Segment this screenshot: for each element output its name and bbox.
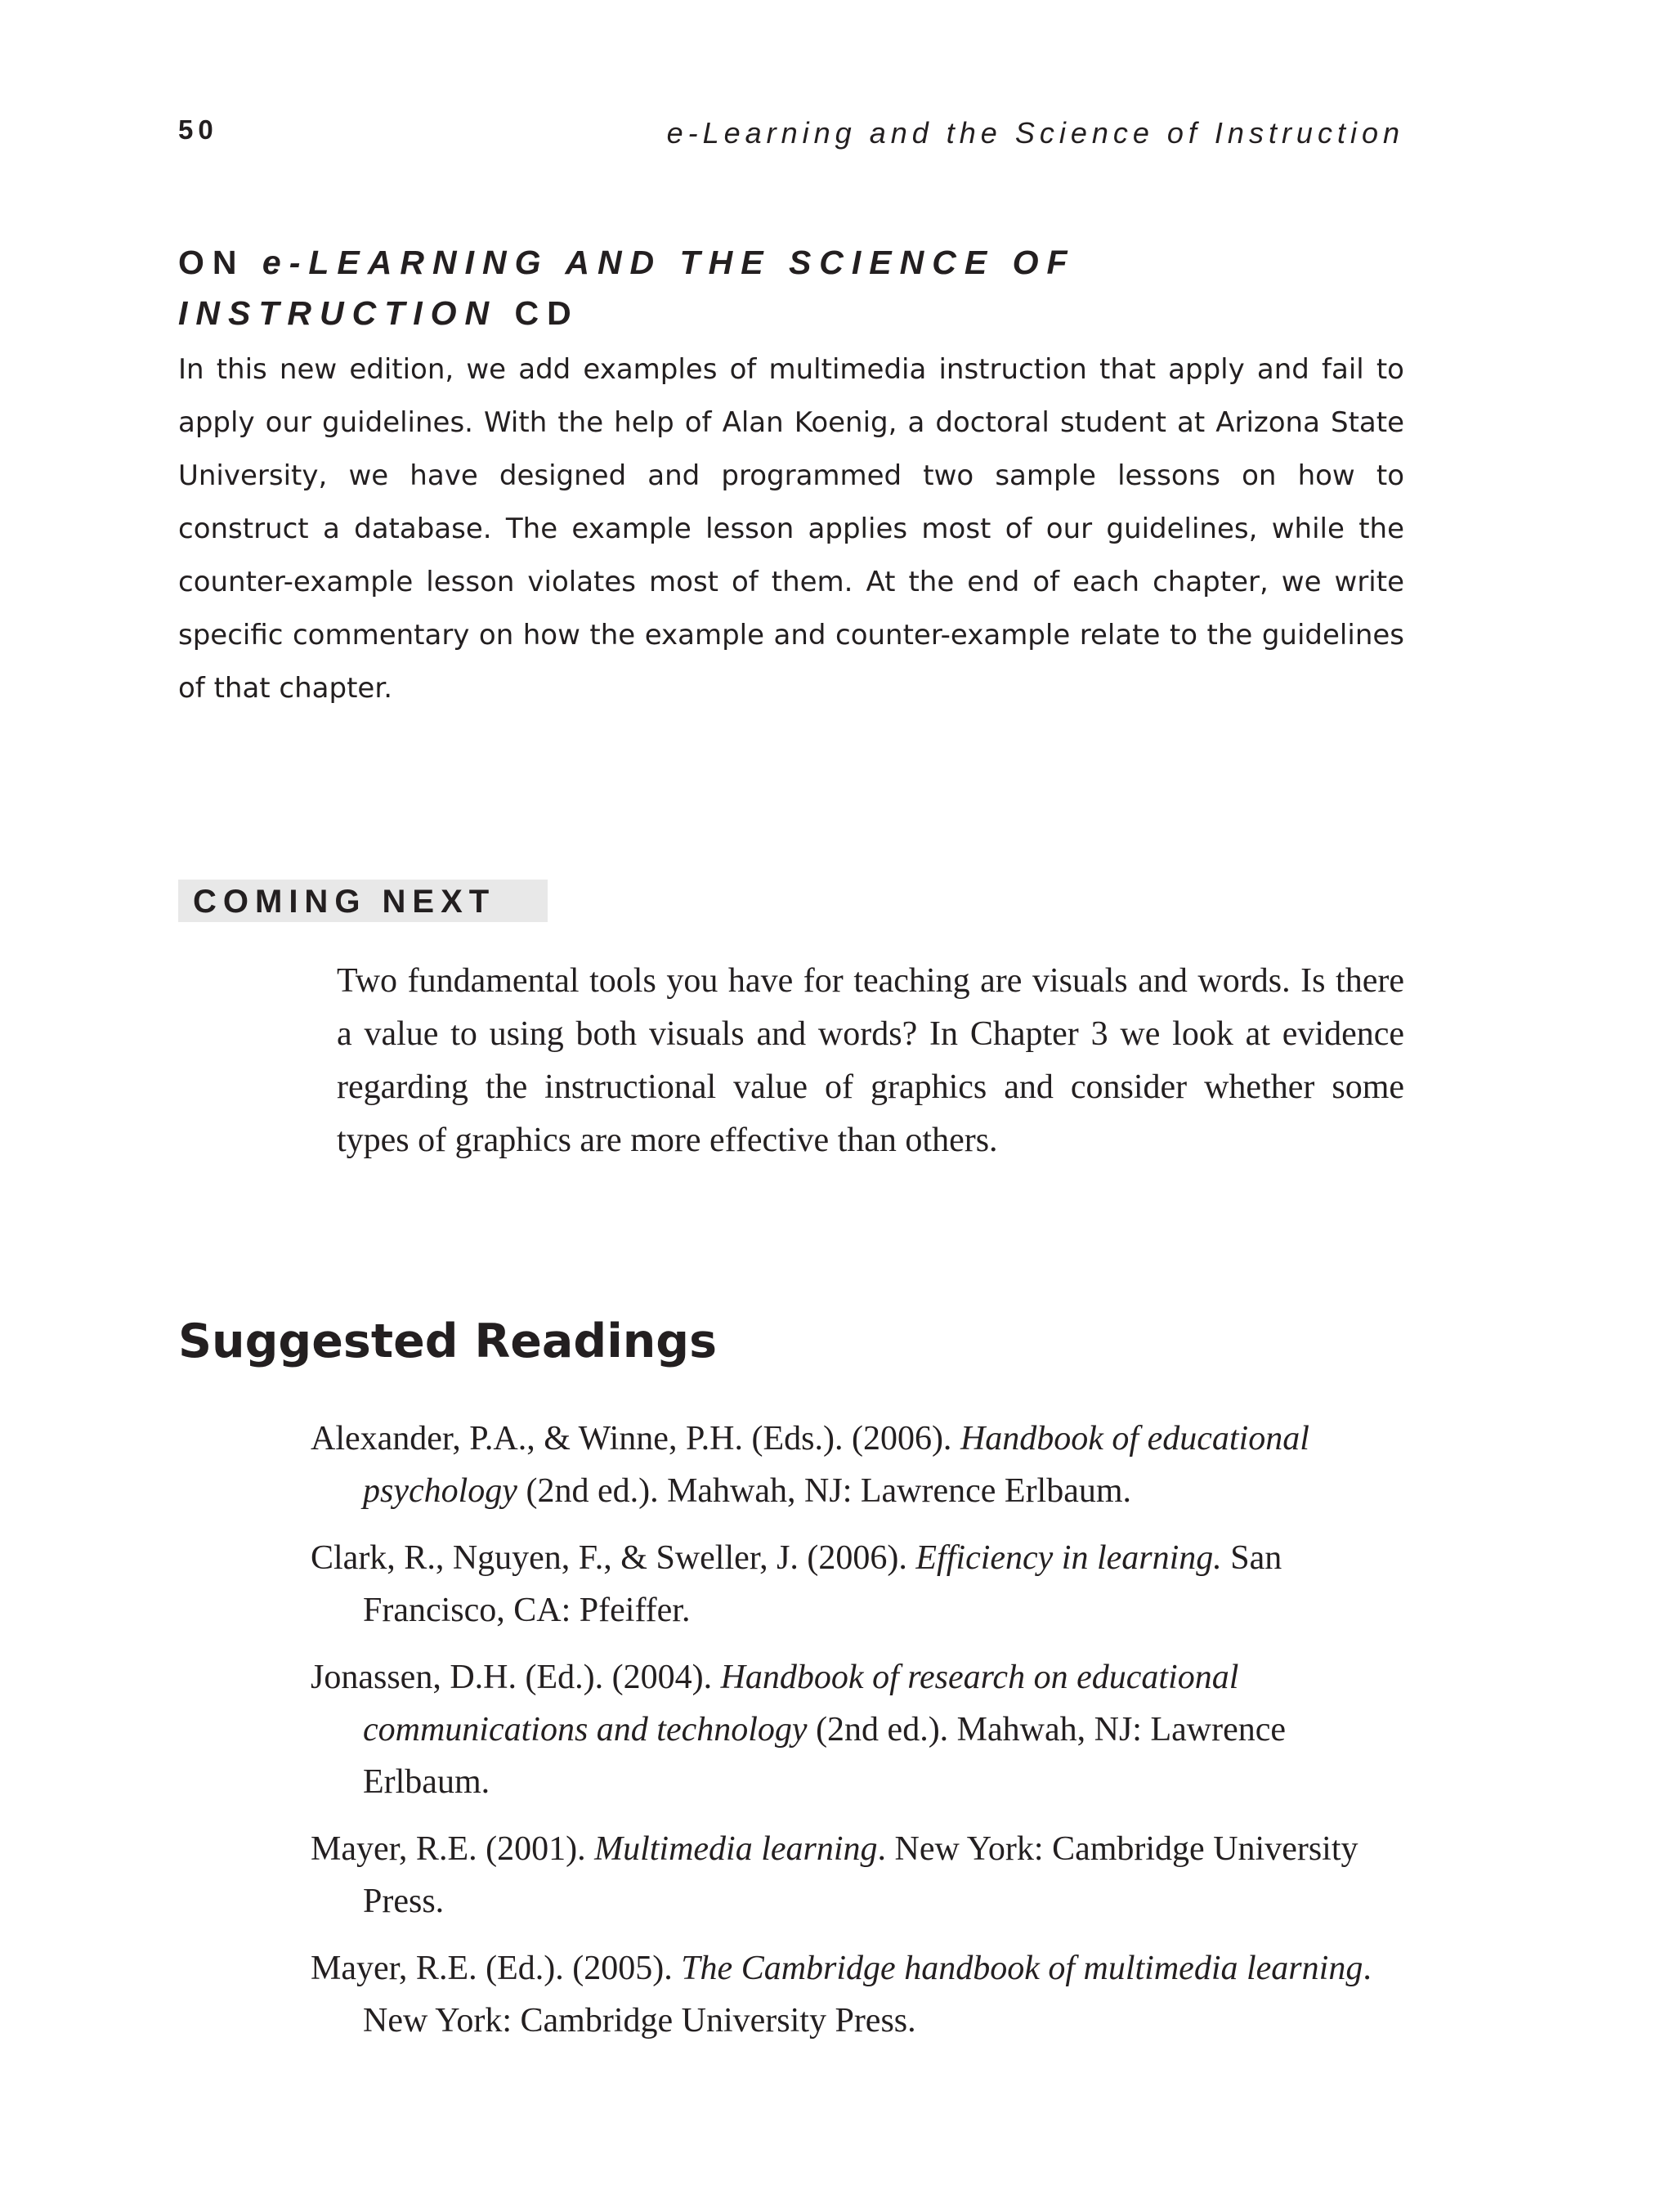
cd-heading-prefix: ON: [178, 244, 262, 281]
reading-authors: Alexander, P.A., & Winne, P.H. (Eds.). (2006).: [311, 1420, 960, 1458]
cd-heading-title: e-LEARNING AND THE SCIENCE OF INSTRUCTION: [178, 244, 1076, 332]
reading-title: The Cambridge handbook of multimedia learning: [681, 1950, 1363, 1987]
readings-list: [311, 1413, 1406, 2062]
reading-authors: Clark, R., Nguyen, F., & Sweller, J. (2006).: [311, 1539, 916, 1577]
reading-publisher: (2nd ed.). Mahwah, NJ: Lawrence Erlbaum.: [363, 1711, 1287, 1801]
reading-entry: [311, 1942, 1406, 2047]
reading-entry: [311, 1532, 1406, 1637]
reading-authors: Mayer, R.E. (2001).: [311, 1830, 595, 1868]
coming-next-body: Two fundamental tools you have for teaching are visuals and words. Is there a value to using both visuals and words? In Chapter 3 we look at evidence regarding the instructional value of graphics and consider whether some types of graphics are more effective than others.: [337, 962, 1404, 1159]
coming-next-label: COMING NEXT: [193, 884, 496, 920]
reading-entry: [311, 1823, 1406, 1928]
reading-publisher: . New York: Cambridge University Press.: [363, 1830, 1358, 1920]
page-number: 50: [178, 114, 218, 145]
reading-authors: Jonassen, D.H. (Ed.). (2004).: [311, 1659, 721, 1696]
reading-authors: Mayer, R.E. (Ed.). (2005).: [311, 1950, 682, 1987]
reading-title: Multimedia learning: [594, 1830, 878, 1868]
reading-title: Handbook of research on educational communications and technology: [363, 1659, 1239, 1749]
suggested-readings-heading: Suggested Readings: [178, 1314, 718, 1368]
reading-title: Efficiency in learning.: [915, 1539, 1222, 1577]
cd-heading-suffix: CD: [497, 294, 580, 332]
reading-publisher: San Francisco, CA: Pfeiffer.: [363, 1539, 1282, 1629]
running-title: e-Learning and the Science of Instruction: [666, 116, 1404, 150]
cd-section-body: In this new edition, we add examples of multimedia instruction that apply and fail to apply our guidelines. With the help of Alan Koenig, a doctoral student at Arizona State University, we have designed and programmed two sample lessons on how to construct a database. The example lesson applies most of our guidelines, while the counter-example lesson violates most of them. At the end of each chapter, we write specific commentary on how the example and counter-example relate to the guidelines of that chapter.: [178, 353, 1404, 705]
reading-title: Handbook of educational psychology: [363, 1420, 1309, 1510]
coming-next-label-box: [178, 880, 548, 922]
reading-entry: [311, 1413, 1406, 1517]
reading-publisher: (2nd ed.). Mahwah, NJ: Lawrence Erlbaum.: [517, 1472, 1132, 1510]
cd-section-heading: [178, 237, 1404, 338]
reading-entry: [311, 1651, 1406, 1808]
reading-publisher: . New York: Cambridge University Press.: [363, 1950, 1372, 2040]
